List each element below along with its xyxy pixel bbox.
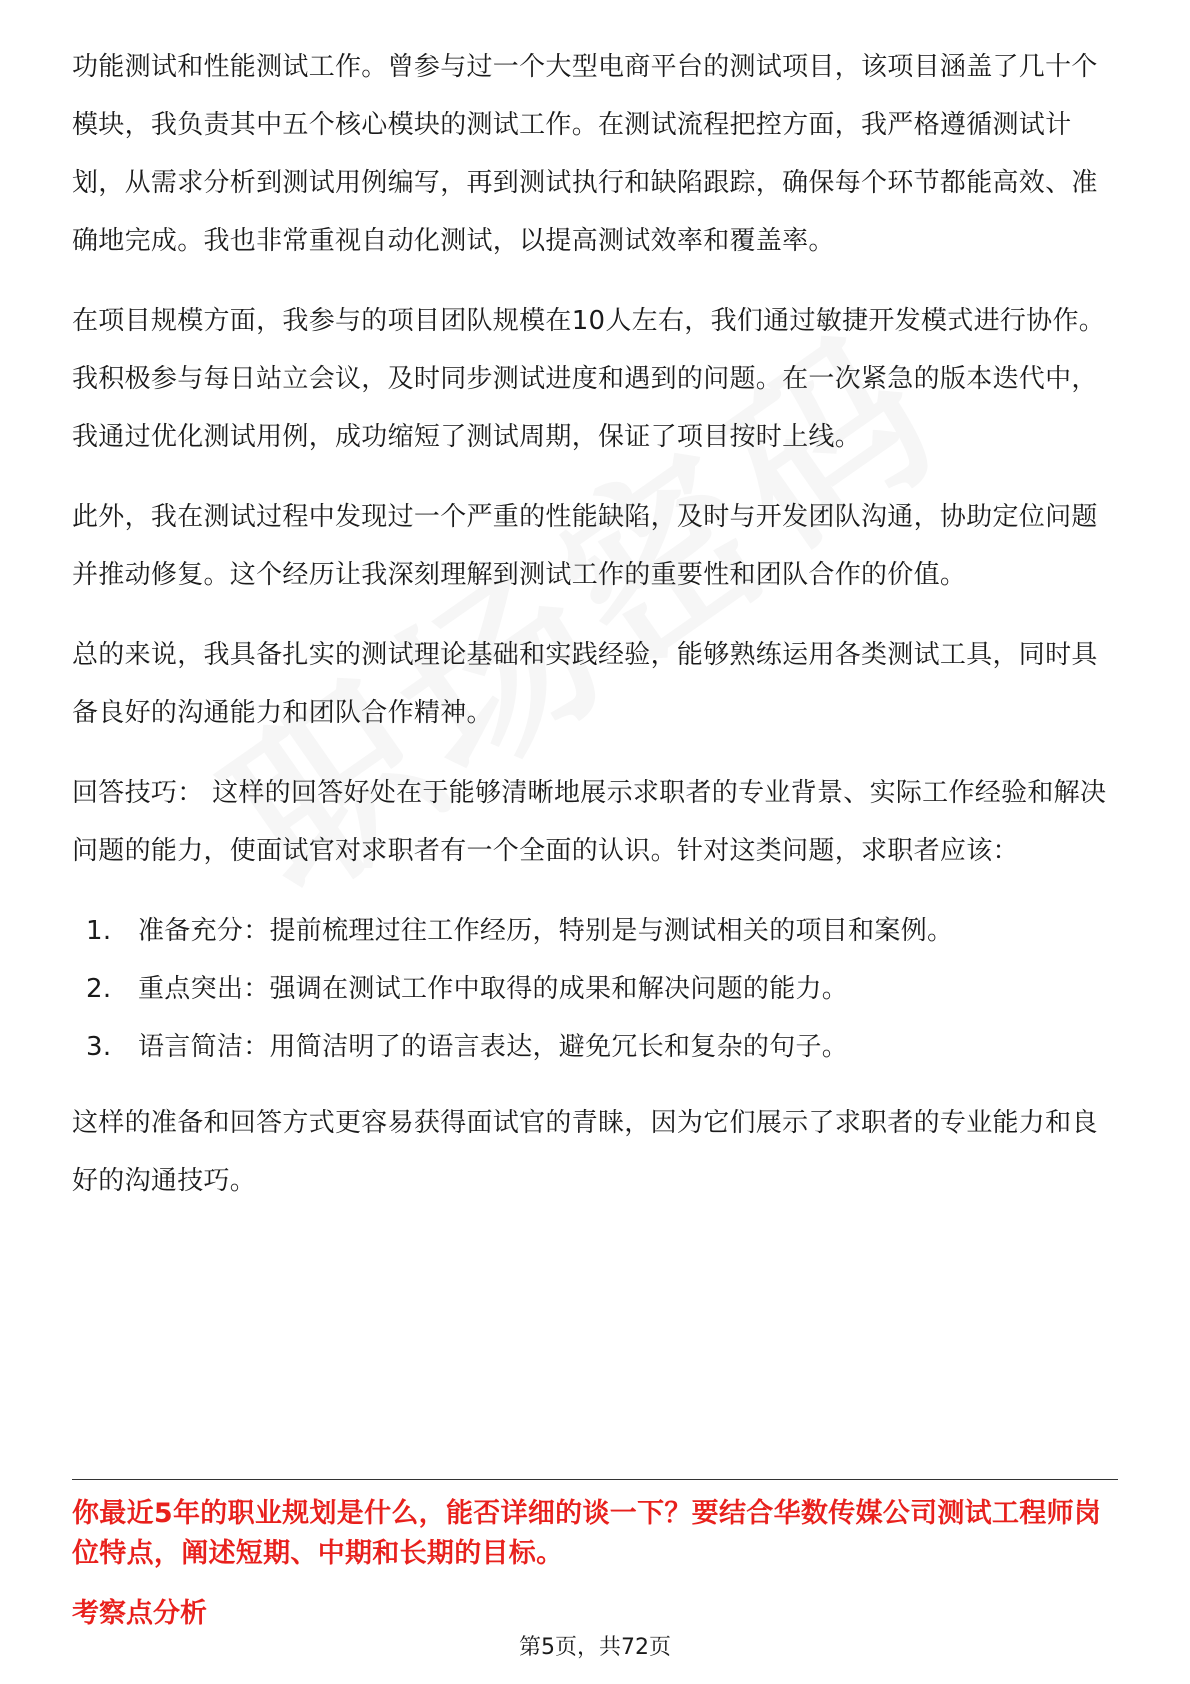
- paragraph-summary: 总的来说，我具备扎实的测试理论基础和实践经验，能够熟练运用各类测试工具，同时具备良好的沟通能力和团队合作精神。: [72, 640, 1098, 728]
- page-number-footer: 第5页，共72页: [519, 1635, 671, 1660]
- paragraph-project-scale: 在项目规模方面，我参与的项目团队规模在10人左右，我们通过敏捷开发模式进行协作。我积极参与每日站立会议，及时同步测试进度和遇到的问题。在一次紧急的版本迭代中，我通过优化测试用例，成功缩短了测试周期，保证了项目按时上线。: [72, 306, 1106, 452]
- paragraph-defect: 此外，我在测试过程中发现过一个严重的性能缺陷，及时与开发团队沟通，协助定位问题并推动修复。这个经历让我深刻理解到测试工作的重要性和团队合作的价值。: [72, 502, 1098, 590]
- list-number: 1.: [86, 916, 112, 946]
- tips-list: [72, 902, 1118, 1076]
- list-text: 语言简洁：用简洁明了的语言表达，避免冗长和复杂的句子。: [138, 1032, 849, 1062]
- paragraph-experience: 功能测试和性能测试工作。曾参与过一个大型电商平台的测试项目，该项目涵盖了几十个模块，我负责其中五个核心模块的测试工作。在测试流程把控方面，我严格遵循测试计划，从需求分析到测试用例编写，再到测试执行和缺陷跟踪，确保每个环节都能高效、准确地完成。我也非常重视自动化测试，以提高测试效率和覆盖率。: [72, 52, 1098, 256]
- list-item: [72, 1018, 1118, 1076]
- list-number: 3.: [86, 1032, 112, 1062]
- section-title: 考察点分析: [72, 1598, 207, 1629]
- list-text: 重点突出：强调在测试工作中取得的成果和解决问题的能力。: [138, 974, 849, 1004]
- document-body: [72, 38, 1118, 1232]
- list-text: 准备充分：提前梳理过往工作经历，特别是与测试相关的项目和案例。: [138, 916, 954, 946]
- next-question-heading: 你最近5年的职业规划是什么，能否详细的谈一下？要结合华数传媒公司测试工程师岗位特点，阐述短期、中期和长期的目标。: [72, 1498, 1102, 1569]
- paragraph-answer-tips: 回答技巧： 这样的回答好处在于能够清晰地展示求职者的专业背景、实际工作经验和解决问题的能力，使面试官对求职者有一个全面的认识。针对这类问题，求职者应该：: [72, 778, 1107, 866]
- section-divider: [72, 1479, 1118, 1480]
- list-item: [72, 960, 1118, 1018]
- paragraph-closing: 这样的准备和回答方式更容易获得面试官的青睐，因为它们展示了求职者的专业能力和良好的沟通技巧。: [72, 1108, 1098, 1196]
- list-number: 2.: [86, 974, 112, 1004]
- list-item: [72, 902, 1118, 960]
